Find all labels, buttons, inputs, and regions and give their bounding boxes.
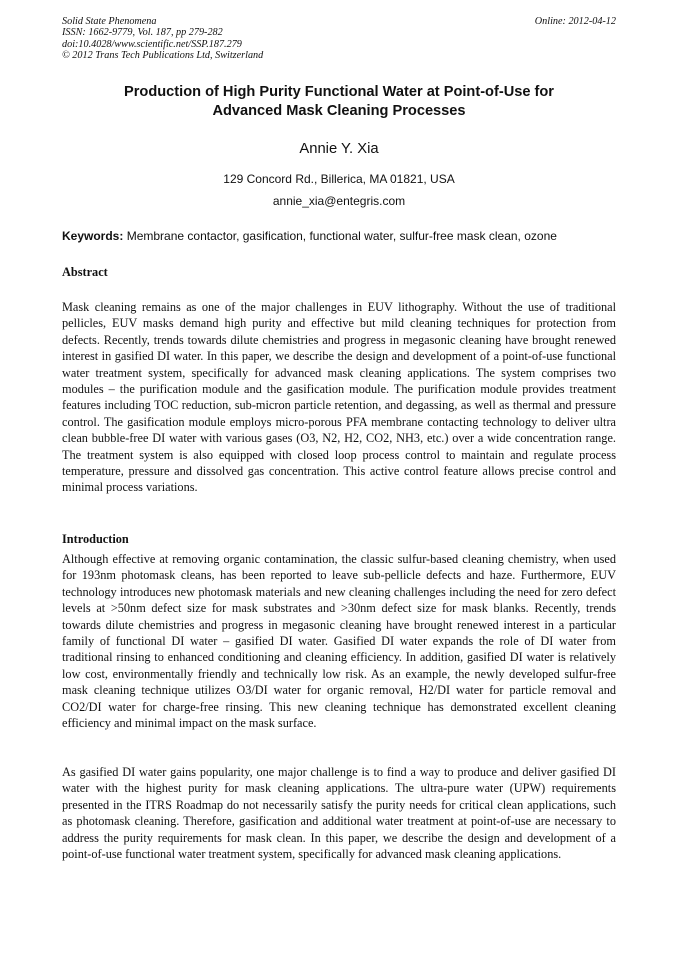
author-affiliation: 129 Concord Rd., Billerica, MA 01821, USA [223, 172, 455, 186]
copyright-line: © 2012 Trans Tech Publications Ltd, Switzerland [62, 50, 264, 62]
introduction-heading: Introduction [62, 532, 129, 546]
doi-line: doi:10.4028/www.scientific.net/SSP.187.279 [62, 38, 242, 50]
title-line-2: Advanced Mask Cleaning Processes [212, 102, 466, 119]
paper-title [62, 83, 616, 120]
introduction-paragraph-1: Although effective at removing organic contamination, the classic sulfur-based cleaning chemistry, when used for 193nm photomask cleans, has been reported to leave sub-pellicle defects and haze. Furthermore, EUV technology introduces new photomask materials and new cleaning challenges including the need for zero defect levels at >50nm defect size for mask substrates and >30nm defect size for mask blanks. Recently, trends towards dilute chemistries and progress in megasonic cleaning have brought renewed interest in a particular family of functional DI water – gasified DI water. Gasified DI water expands the role of DI water from traditional rinsing to enhanced conditioning and cleaning efficiency. In addition, gasified DI water is relatively low cost, environmentally friendly and technically low risk. As an example, the newly developed sulfur-free mask cleaning technique utilizes O3/DI water for organic removal, H2/DI water for particle removal and CO2/DI water for charge-free rinsing. This new cleaning technique has demonstrated excellent cleaning efficiency and minimal impact on the mask surface. [62, 552, 616, 731]
keywords-line [62, 229, 622, 243]
issn-line: ISSN: 1662-9779, Vol. 187, pp 279-282 [62, 27, 223, 39]
journal-name: Solid State Phenomena [62, 16, 157, 27]
author-name: Annie Y. Xia [299, 141, 379, 157]
journal-header [62, 16, 616, 62]
abstract-heading: Abstract [62, 265, 108, 279]
online-date: Online: 2012-04-12 [534, 16, 616, 27]
keywords-label: Keywords: [62, 229, 124, 243]
abstract-text: Mask cleaning remains as one of the major challenges in EUV lithography. Without the use of traditional pellicles, EUV masks demand high purity and effective but mild cleaning techniques for protection from defects. Recently, trends towards dilute chemistries and progress in megasonic cleaning have brought renewed interest in gasified DI water. In this paper, we describe the design and development of a point-of-use functional water treatment system, specifically for advanced mask cleaning applications. The system comprises two modules – the purification module and the gasification module. The purification module provides treatment features including TOC reduction, sub-micron particle retention, and degassing, as well as thermal and pressure control. The gasification module employs micro-porous PFA membrane contacting technology to deliver ultra clean bubble-free DI water with various gases (O3, N2, H2, CO2, NH3, etc.) over a wide concentration range. The treatment system is also equipped with closed loop process control to maintain and regulate process temperature, pressure and dissolved gas concentration. This active control feature allows precise control and minimal process variations. [62, 300, 616, 495]
title-line-1: Production of High Purity Functional Water at Point-of-Use for [124, 84, 554, 100]
keywords-list: Membrane contactor, gasification, functional water, sulfur-free mask clean, ozone [126, 229, 557, 243]
author-email: annie_xia@entegris.com [272, 194, 406, 208]
introduction-paragraph-2: As gasified DI water gains popularity, one major challenge is to find a way to produce and deliver gasified DI water with the highest purity for mask cleaning applications. The ultra-pure water (UPW) requirements presented in the ITRS Roadmap do not necessarily satisfy the purity needs for critical clean applications, such as photomask cleaning. Therefore, gasification and additional water treatment at point-of-use are necessary to address the purity requirements for mask clean. In this paper, we describe the design and development of a point-of-use functional water treatment system, specifically for advanced mask cleaning applications. [62, 765, 616, 862]
